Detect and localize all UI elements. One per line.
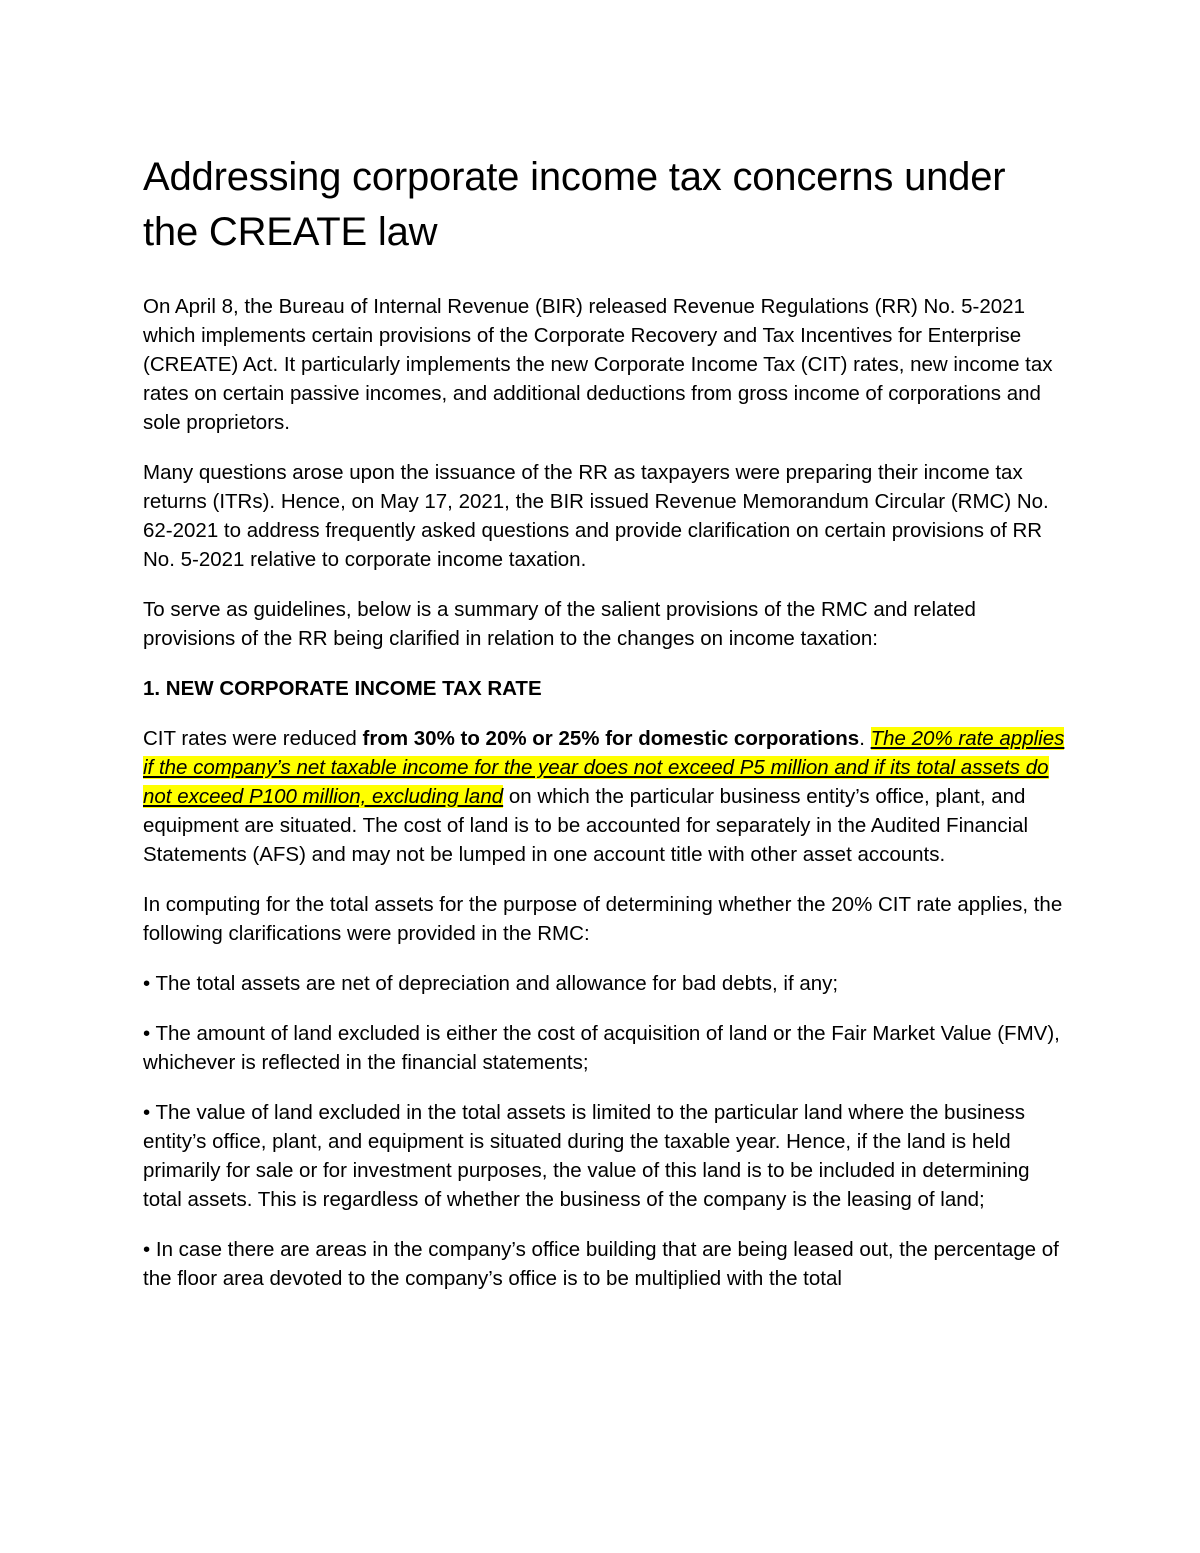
cit-rest-text: on which the particular business entity’s office, plant, and equipment are situated. The cost of land is to be accounted for separately in the Audited Financial Statements (AFS) and may not be lumped in one account title with other asset accounts. <box>143 785 1029 866</box>
cit-highlighted-text: The 20% rate applies if the company’s net taxable income for the year does not exceed P5 million and if its total assets do not exceed P100 million, excluding land <box>143 727 1065 808</box>
paragraph-intro: On April 8, the Bureau of Internal Revenue (BIR) released Revenue Regulations (RR) No. 5-2021 which implements certain provisions of the Corporate Recovery and Tax Incentives for Enterprise (CREATE) Act. It particularly implements the new Corporate Income Tax (CIT) rates, new income tax rates on certain passive incomes, and additional deductions from gross income of corporations and sole proprietors. <box>143 295 1053 434</box>
bullet-item: • The amount of land excluded is either the cost of acquisition of land or the Fair Market Value (FMV), whichever is reflected in the financial statements; <box>143 1022 1060 1074</box>
bullet-item: • The value of land excluded in the total assets is limited to the particular land where the business entity’s office, plant, and equipment is situated during the taxable year. Hence, if the land is held primarily for sale or for investment purposes, the value of this land is to be included in determining total assets. This is regardless of whether the business of the company is the leasing of land; <box>143 1101 1030 1211</box>
cit-bold-text: from 30% to 20% or 25% for domestic corporations <box>362 727 860 750</box>
document-page <box>143 150 1068 1314</box>
cit-intro-text: CIT rates were reduced <box>143 727 363 750</box>
paragraph-total-assets: In computing for the total assets for the purpose of determining whether the 20% CIT rate applies, the following clarifications were provided in the RMC: <box>143 893 1063 945</box>
bullet-item: • In case there are areas in the company’s office building that are being leased out, the percentage of the floor area devoted to the company’s office is to be multiplied with the total <box>143 1238 1059 1290</box>
section-heading-cit-rate: 1. NEW CORPORATE INCOME TAX RATE <box>143 677 542 700</box>
paragraph-cit-rates <box>143 724 1068 869</box>
paragraph-guidelines: To serve as guidelines, below is a summary of the salient provisions of the RMC and related provisions of the RR being clarified in relation to the changes on income taxation: <box>143 598 976 650</box>
paragraph-questions: Many questions arose upon the issuance of the RR as taxpayers were preparing their income tax returns (ITRs). Hence, on May 17, 2021, the BIR issued Revenue Memorandum Circular (RMC) No. 62-2021 to address frequently asked questions and provide clarification on certain provisions of RR No. 5-2021 relative to corporate income taxation. <box>143 461 1049 571</box>
bullet-item: • The total assets are net of depreciation and allowance for bad debts, if any; <box>143 972 839 995</box>
document-title: Addressing corporate income tax concerns under the CREATE law <box>143 155 1006 254</box>
cit-after-bold-text: . <box>859 727 871 750</box>
